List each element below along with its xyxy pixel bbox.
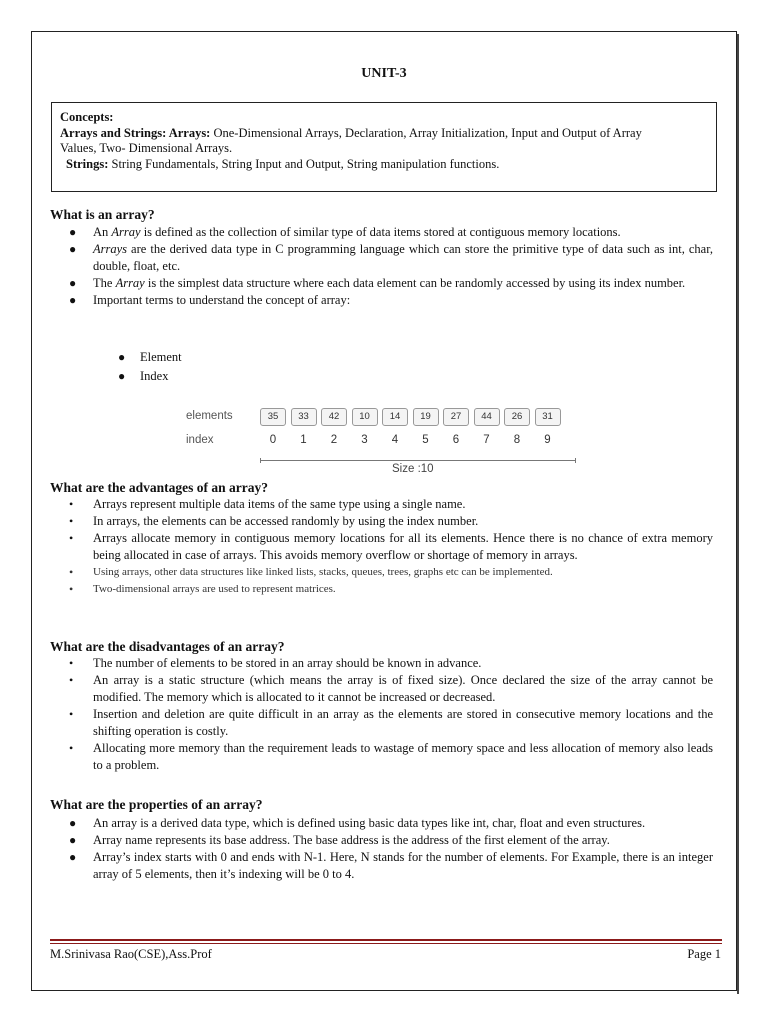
array-index-label: 2 xyxy=(330,434,338,446)
section-heading-what-is-array: What is an array? xyxy=(50,207,155,222)
array-element-cell: 19 xyxy=(413,408,439,426)
advantages-list xyxy=(69,496,713,598)
array-index-label: 5 xyxy=(422,434,429,446)
list-item: • An array is a static structure (which means the array is of fixed size). Once declared the size of the array cannot be modified. The memory which is allocated to it cannot be increased or decreased. xyxy=(69,673,713,704)
arrays-topics: One-Dimensional Arrays, Declaration, Array Initialization, Input and Output of Array xyxy=(213,125,642,140)
array-element-cell: 44 xyxy=(474,408,500,426)
concepts-box xyxy=(51,102,717,192)
list-item: ● An Array is defined as the collection of similar type of data items stored at contiguous memory locations. xyxy=(69,225,621,239)
array-element-cell: 14 xyxy=(382,408,408,426)
page-number: Page 1 xyxy=(687,947,721,961)
array-element-cell: 10 xyxy=(352,408,378,426)
list-item: ● Index xyxy=(118,369,169,383)
list-item: • Arrays allocate memory in contiguous memory locations for all its elements. Hence there is no chance of extra memory being allocated in case of arrays. This avoids memory overflow or shortage of memory in arrays. xyxy=(69,531,713,562)
list-item: • Arrays represent multiple data items of the same type using a single name. xyxy=(69,497,466,511)
section-heading-properties: What are the properties of an array? xyxy=(50,797,263,812)
array-diagram xyxy=(186,404,586,479)
list-item: • Using arrays, other data structures like linked lists, stacks, queues, trees, graphs etc can be implemented. xyxy=(69,565,553,579)
list-item: ● Array name represents its base address. The base address is the address of the first element of the array. xyxy=(69,833,610,847)
list-item: • Allocating more memory than the requirement leads to wastage of memory space and less allocation of memory also leads to a problem. xyxy=(69,741,713,772)
list-item: ● The Array is the simplest data structure where each data element can be randomly accessed by using its index number. xyxy=(69,276,686,290)
list-item: ● Array’s index starts with 0 and ends with N-1. Here, N stands for the number of elements. For Example, there is an integer array of 5 elements, then it’s indexing will be 0 to 4. xyxy=(69,850,713,881)
array-index-label: 0 xyxy=(269,434,277,446)
array-index-label: 4 xyxy=(391,434,399,446)
list-item: • Two-dimensional arrays are used to represent matrices. xyxy=(69,582,336,596)
size-bracket xyxy=(260,460,576,461)
list-item: ● An array is a derived data type, which is defined using basic data types like int, char, float and even structures. xyxy=(69,816,646,830)
footer-rule-thin xyxy=(50,943,722,944)
arrays-label: Arrays and Strings: Arrays: xyxy=(60,125,211,140)
array-index-label: 7 xyxy=(483,434,490,446)
list-item: • The number of elements to be stored in an array should be known in advance. xyxy=(69,656,482,670)
array-element-cell: 33 xyxy=(291,408,317,426)
page-title: UNIT-3 xyxy=(361,66,407,81)
section-heading-advantages: What are the advantages of an array? xyxy=(50,480,268,495)
section-heading-disadvantages: What are the disadvantages of an array? xyxy=(50,639,285,654)
array-index-label: 3 xyxy=(361,434,368,446)
footer-rule xyxy=(50,939,722,941)
array-element-cell: 42 xyxy=(321,408,347,426)
index-row-label: index xyxy=(186,434,214,446)
properties-list xyxy=(69,815,713,883)
list-item: • In arrays, the elements can be accessed randomly by using the index number. xyxy=(69,514,479,528)
list-item: ● Arrays are the derived data type in C programming language which can store the primitive type of data such as int, char, double, float, etc. xyxy=(69,242,713,273)
array-index-label: 1 xyxy=(300,434,307,446)
what-is-array-list xyxy=(69,224,713,309)
important-terms-list xyxy=(118,348,182,386)
list-item: • Insertion and deletion are quite difficult in an array as the elements are stored in consecutive memory locations and the shifting operation is costly. xyxy=(69,707,713,738)
strings-topics: String Fundamentals, String Input and Output, String manipulation functions. xyxy=(111,156,500,171)
array-index-label: 8 xyxy=(513,434,521,446)
array-element-cell: 31 xyxy=(535,408,561,426)
elements-row-label: elements xyxy=(186,410,233,422)
disadvantages-list xyxy=(69,655,713,774)
array-index-label: 9 xyxy=(544,434,551,446)
array-element-cell: 27 xyxy=(443,408,469,426)
array-index-label: 6 xyxy=(452,434,460,446)
concepts-heading: Concepts: xyxy=(60,110,114,124)
strings-label: Strings: xyxy=(66,156,109,171)
array-element-cell: 26 xyxy=(504,408,530,426)
footer-author: M.Srinivasa Rao(CSE),Ass.Prof xyxy=(50,947,212,961)
list-item: ● Important terms to understand the concept of array: xyxy=(69,293,351,307)
arrays-topics-cont: Values, Two- Dimensional Arrays. xyxy=(60,141,233,155)
array-element-cell: 35 xyxy=(260,408,286,426)
size-label: Size :10 xyxy=(392,463,434,475)
list-item: ● Element xyxy=(118,350,182,364)
